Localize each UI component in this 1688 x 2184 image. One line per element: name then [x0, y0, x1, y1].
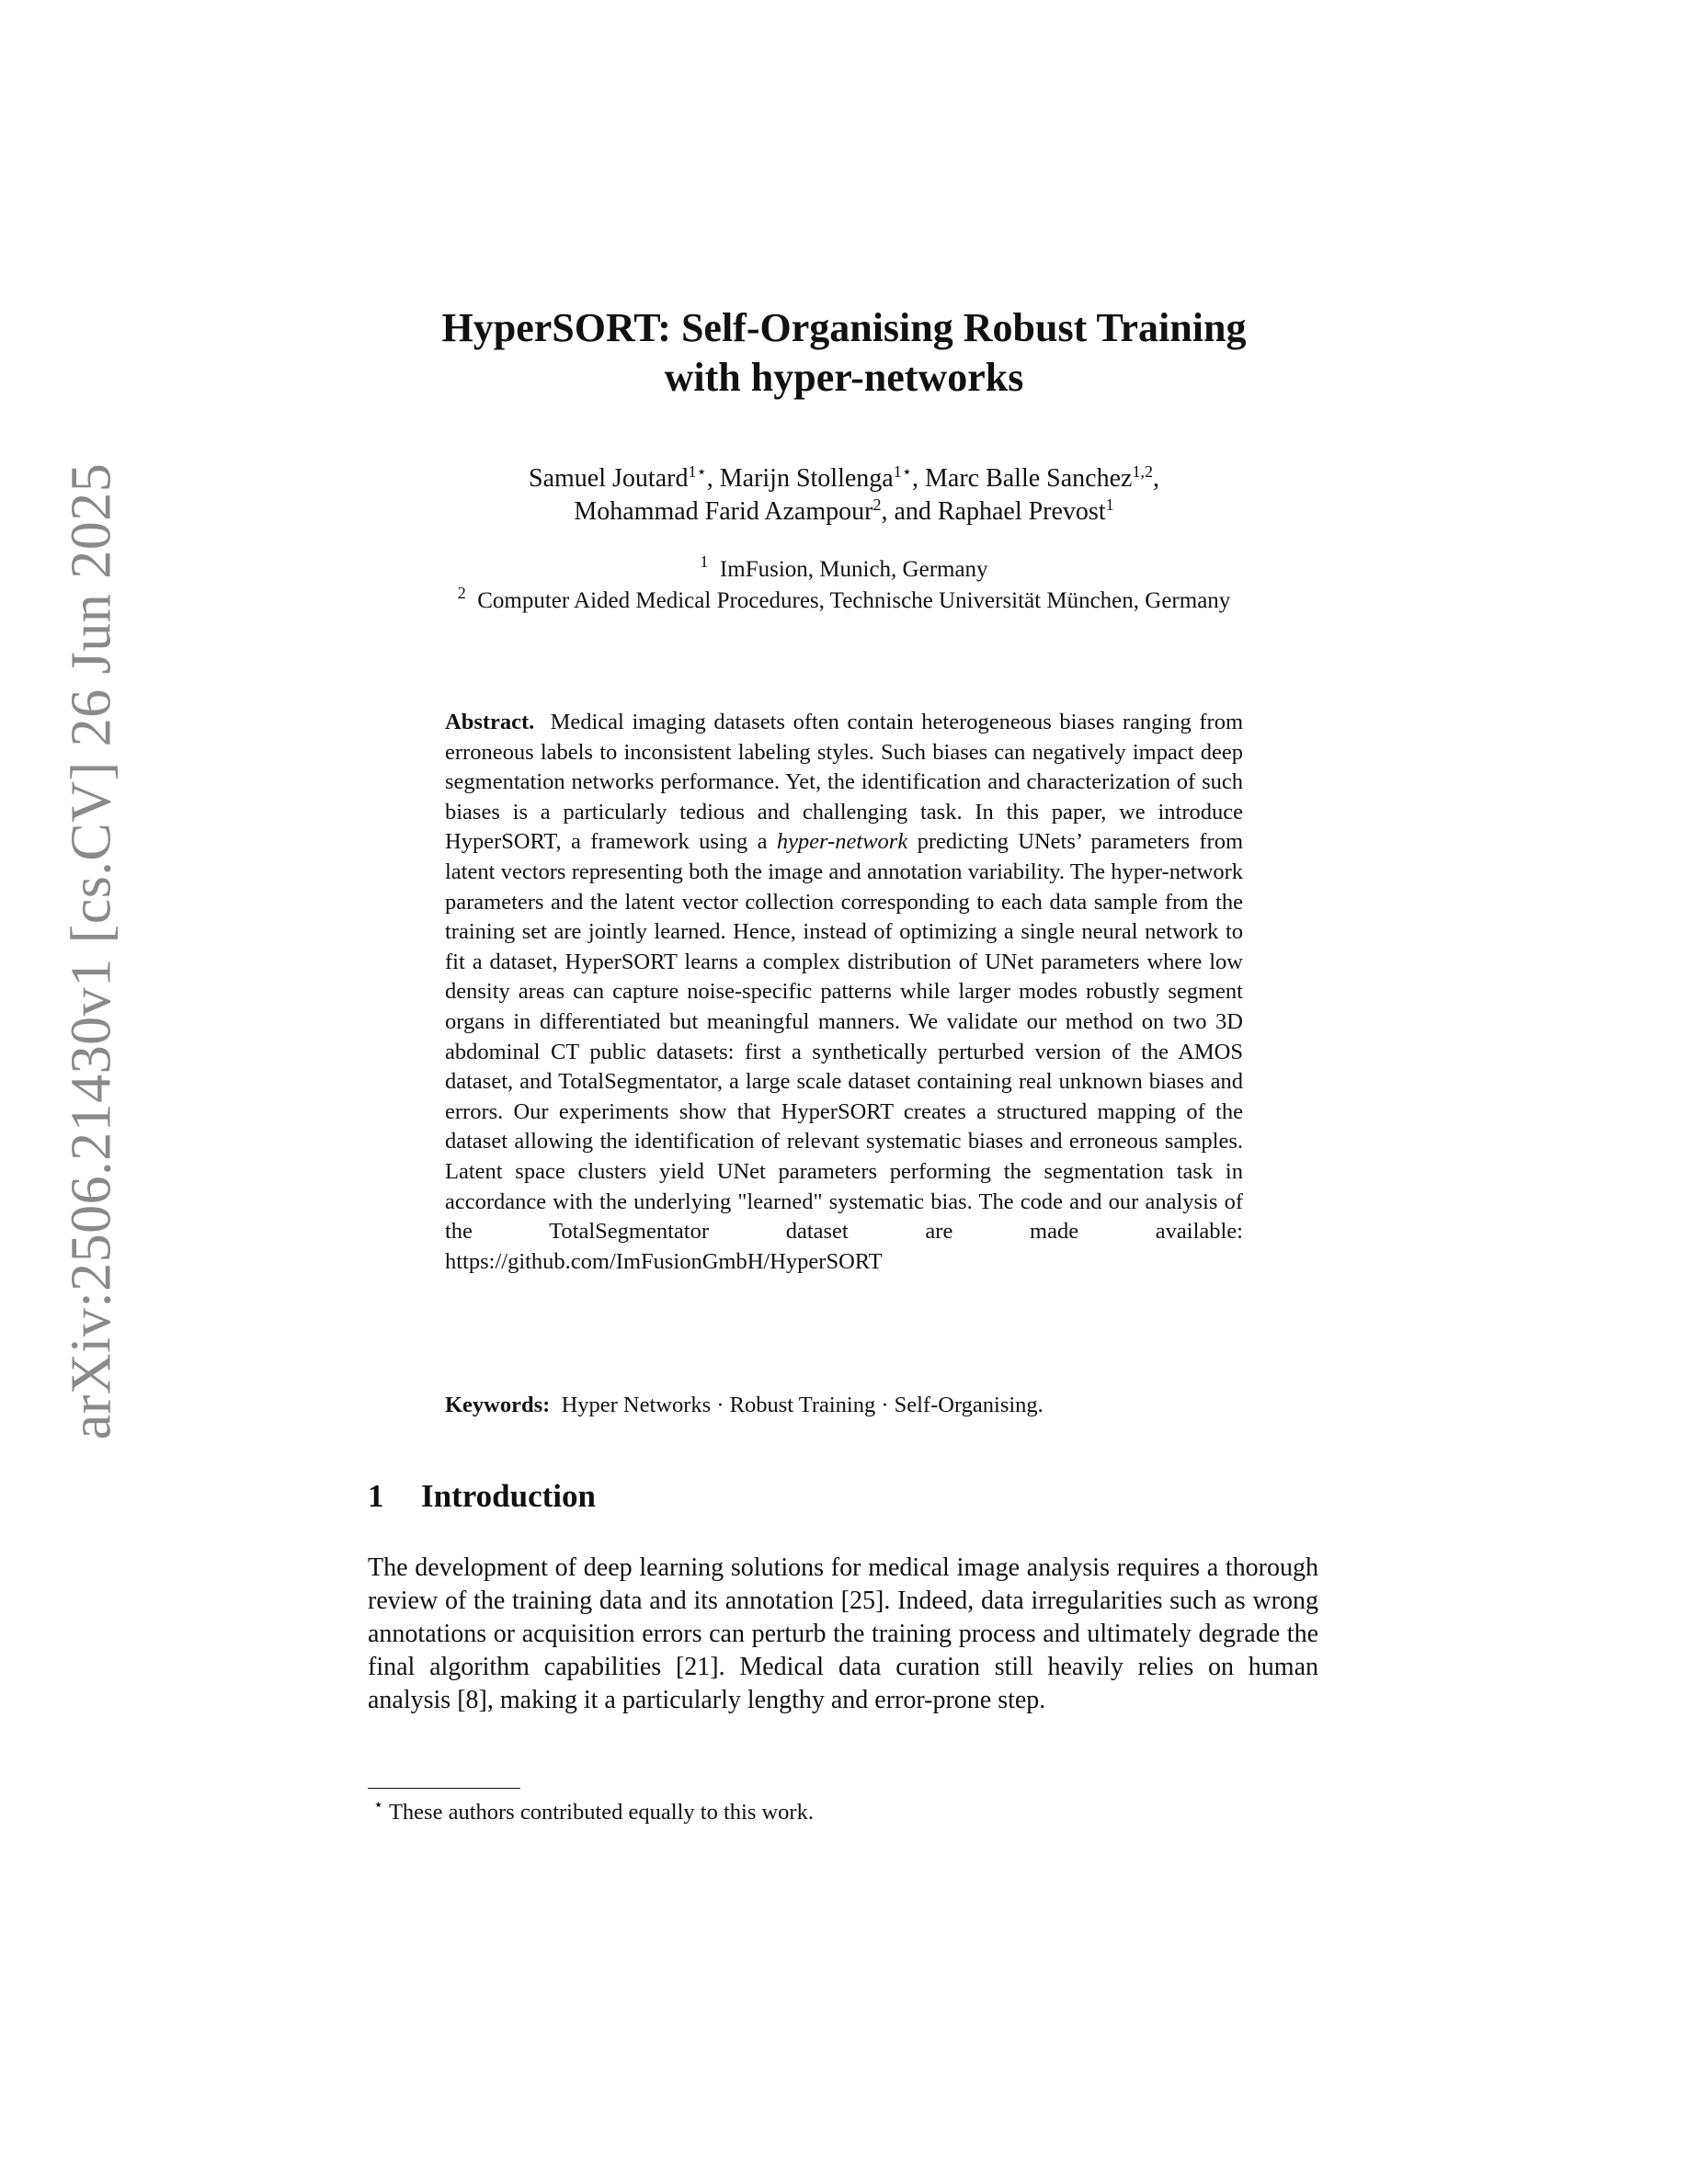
author-list [276, 462, 1412, 529]
abstract-label: Abstract. [445, 710, 535, 734]
keywords [445, 1391, 1243, 1420]
paper-title [276, 303, 1412, 403]
title-line-2: with hyper-networks [664, 355, 1024, 400]
affiliation-text: Computer Aided Medical Procedures, Technische Universität München, Germany [477, 588, 1231, 613]
footnote [373, 1795, 814, 1827]
affiliation-1 [276, 554, 1412, 586]
author-line-1 [276, 462, 1412, 495]
affiliation-2 [276, 586, 1412, 617]
author-affiliation-mark: 2 [873, 495, 882, 514]
author-affiliation-mark: 1⋆ [893, 462, 912, 481]
author-name: , Marc Balle Sanchez [912, 464, 1133, 493]
author-line-2 [276, 495, 1412, 529]
arxiv-identifier: arXiv:2506.21430v1 [cs.CV] 26 Jun 2025 [60, 462, 123, 1440]
abstract-text: Medical imaging datasets often contain heterogeneous biases ranging from erroneous labels to inconsistent labeling styles. Such biases can negatively impact deep segmentation networks performance. Yet, the identification and characterization of such biases is a particularly tedious and challenging task. In this paper, we introduce HyperSORT, a framework using a [445, 710, 1243, 855]
affiliation-list [276, 554, 1412, 617]
title-line-1: HyperSORT: Self-Organising Robust Training [441, 305, 1247, 350]
author-affiliation-mark: 1⋆ [688, 462, 707, 481]
footnote-divider [368, 1788, 520, 1789]
author-name: , Marijn Stollenga [706, 464, 894, 493]
author-separator: , [1152, 464, 1159, 493]
abstract [445, 708, 1243, 1277]
section-title: Introduction [421, 1478, 596, 1514]
affiliation-number: 1 [700, 552, 709, 571]
author-name: Mohammad Farid Azampour [574, 497, 873, 526]
affiliation-number: 2 [457, 584, 466, 602]
section-heading [368, 1476, 596, 1517]
keywords-label: Keywords: [445, 1393, 551, 1417]
affiliation-text: ImFusion, Munich, Germany [719, 557, 988, 582]
footnote-text: These authors contributed equally to this work. [388, 1800, 814, 1825]
section-number: 1 [368, 1478, 384, 1514]
keywords-text: Hyper Networks · Robust Training · Self-Organising. [561, 1393, 1044, 1417]
author-name: , and Raphael Prevost [881, 497, 1106, 526]
author-affiliation-mark: 1,2 [1132, 462, 1153, 481]
author-affiliation-mark: 1 [1105, 495, 1114, 514]
body-paragraph: The development of deep learning solutions for medical image analysis requires a thorough review of the training data and its annotation [25]. Indeed, data irregularities such as wrong annotations or acquisition errors can perturb the training process and ultimately degrade the final algorithm capabilities [21]. Medical data curation still heavily relies on human analysis [8], making it a particularly lengthy and error-prone step. [368, 1553, 1318, 1714]
abstract-text: predicting UNets’ parameters from latent vectors representing both the image and annotation variability. The hyper-network parameters and the latent vector collection corresponding to each data sample from the training set are jointly learned. Hence, instead of optimizing a single neural network to fit a dataset, HyperSORT learns a complex distribution of UNet parameters where low density areas can capture noise-specific patterns while larger modes robustly segment organs in differentiated but meaningful manners. We validate our method on two 3D abdominal CT public datasets: first a synthetically perturbed version of the AMOS dataset, and TotalSegmentator, a large scale dataset containing real unknown biases and errors. Our experiments show that HyperSORT creates a structured mapping of the dataset allowing the identification of relevant systematic biases and erroneous samples. Latent space clusters yield UNet parameters performing the segmentation task in accordance with the underlying "learned" systematic bias. The code and our analysis of the TotalSegmentator dataset are made available: https://github.com/ImFusionGmbH/HyperSORT [445, 829, 1243, 1274]
abstract-emphasis: hyper-network [776, 829, 908, 855]
author-name: Samuel Joutard [529, 464, 689, 493]
footnote-mark: ⋆ [373, 1795, 384, 1814]
